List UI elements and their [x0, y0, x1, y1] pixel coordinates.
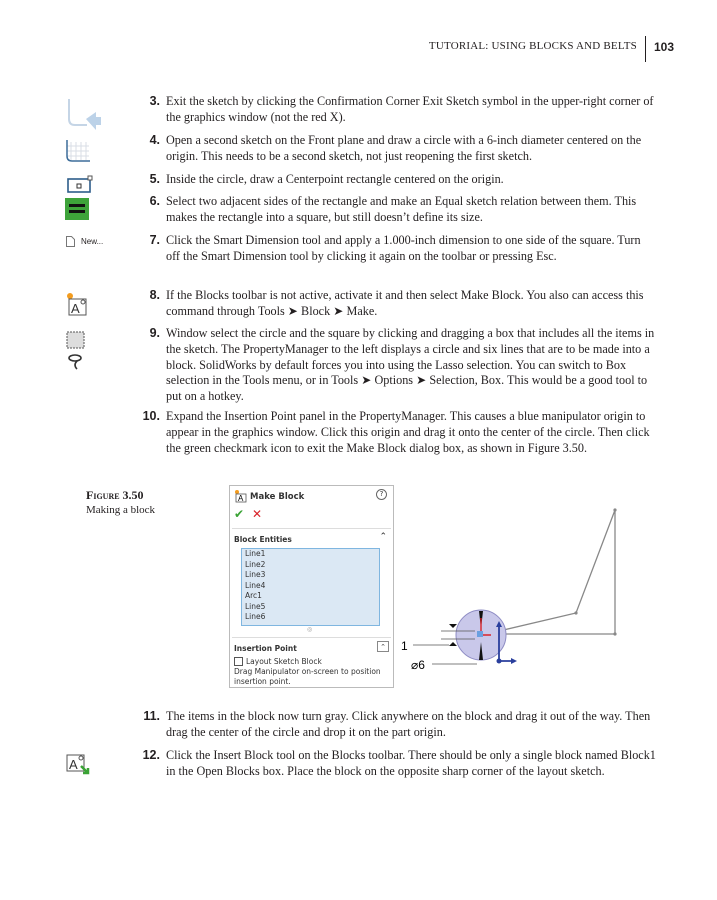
- panel-title: Make Block: [250, 492, 305, 502]
- step-text: Click the Insert Block tool on the Blocks toolbar. There should be only a single block named Block1 in the Open Blocks box. Place the block on the opposite sharp corner of the layout sketch.: [166, 748, 656, 778]
- list-item[interactable]: Line3: [245, 570, 266, 579]
- step-6: [149, 194, 656, 226]
- centerpoint-rectangle-icon: [66, 175, 94, 195]
- make-block-panel: [229, 485, 394, 688]
- step-9: [149, 326, 656, 405]
- step-text: Exit the sketch by clicking the Confirmation Corner Exit Sketch symbol in the upper-right corner of the graphics window (not the red X).: [166, 94, 654, 124]
- list-item[interactable]: Line1: [245, 549, 266, 558]
- layout-sketch-block-checkbox[interactable]: [234, 657, 243, 666]
- new-label: New...: [81, 237, 104, 246]
- divider: [232, 528, 391, 529]
- step-text: Open a second sketch on the Front plane and draw a circle with a 6-inch diameter centered on the origin. This needs to be a second sketch, not just reopening the first sketch.: [166, 133, 642, 163]
- step-8: [149, 288, 656, 320]
- svg-text:A: A: [69, 757, 78, 772]
- step-number: 5.: [149, 172, 160, 186]
- svg-text:A: A: [238, 494, 244, 503]
- step-text: Click the Smart Dimension tool and apply a 1.000-inch dimension to one side of the square. Turn off the Smart Dimension tool by clicking it again on the toolbar or pressing Esc.: [166, 233, 641, 263]
- collapse-chevron-icon[interactable]: ⌃: [379, 532, 387, 542]
- step-text: Window select the circle and the square by clicking and dragging a box that includes all the items in the sketch. The PropertyManager to the left displays a circle and six lines that are to be made into a block. SolidWorks by default forces you into using the Lasso selection. You can switch to Box selection in the Tools menu, or in Tools ➤ Options ➤ Selection, Box. This would be a good tool to put on a hotkey.: [166, 326, 655, 404]
- step-12: [142, 748, 656, 780]
- step-number: 6.: [149, 194, 160, 208]
- step-3: [149, 94, 656, 126]
- figure-label: Figure 3.50: [86, 488, 144, 502]
- step-number: 11.: [143, 709, 160, 723]
- header-divider: [645, 36, 646, 62]
- step-number: 3.: [149, 94, 160, 108]
- step-number: 10.: [142, 409, 160, 423]
- sketch-diagram: [395, 500, 635, 680]
- step-11: [143, 709, 656, 741]
- center-point: [477, 631, 483, 637]
- step-number: 7.: [149, 233, 160, 247]
- list-item[interactable]: Arc1: [245, 591, 262, 600]
- sketch-points: [574, 508, 616, 635]
- new-document-icon: [66, 236, 75, 247]
- step-text: The items in the block now turn gray. Click anywhere on the block and drag it out of the way. Then drag the center of the circle and drop it on the part origin.: [166, 709, 651, 739]
- insert-block-icon: [65, 752, 91, 776]
- list-item[interactable]: Line6: [245, 612, 266, 621]
- page-number: 103: [654, 40, 675, 54]
- sketch-grid-icon: [65, 138, 91, 162]
- make-block-icon: [234, 490, 247, 503]
- step-7: [149, 233, 656, 265]
- cancel-x-button[interactable]: ✕: [252, 507, 263, 521]
- step-10: [142, 409, 656, 456]
- insertion-point-header[interactable]: Insertion Point: [234, 644, 297, 653]
- step-number: 4.: [149, 133, 160, 147]
- help-button[interactable]: ?: [376, 489, 387, 500]
- figure-caption-text: Making a block: [86, 504, 156, 516]
- step-text: Expand the Insertion Point panel in the PropertyManager. This causes a blue manipulator origin to appear in the graphics window. Click this origin and drag it onto the center of the circle. Then click the green checkmark icon to exit the Make Block dialog box, as shown in Figure 3.50.: [166, 409, 650, 455]
- figure-caption: [86, 488, 155, 517]
- divider: [232, 637, 391, 638]
- step-text: Inside the circle, draw a Centerpoint rectangle centered on the origin.: [166, 172, 504, 186]
- exit-sketch-icon: [66, 97, 104, 133]
- step-number: 12.: [142, 748, 160, 762]
- make-block-icon: [65, 292, 89, 316]
- equal-relation-icon: [65, 198, 89, 220]
- step-number: 8.: [149, 288, 160, 302]
- list-item[interactable]: Line2: [245, 559, 266, 569]
- side-dimension[interactable]: 1: [401, 639, 408, 653]
- running-header: TUTORIAL: USING BLOCKS AND BELTS: [428, 40, 637, 52]
- block-entities-list[interactable]: [241, 548, 380, 626]
- expand-toggle-icon[interactable]: ⌃: [377, 641, 389, 652]
- hint-text: Drag Manipulator on-screen to position insertion point.: [234, 667, 381, 686]
- step-text: If the Blocks toolbar is not active, activate it and then select Make Block. You also can access this command through Tools ➤ Block ➤ Make.: [166, 288, 644, 318]
- block-entities-header[interactable]: Block Entities: [234, 535, 292, 544]
- list-item[interactable]: Line5: [245, 601, 266, 611]
- svg-text:A: A: [71, 301, 80, 316]
- step-number: 9.: [149, 326, 160, 340]
- step-text: Select two adjacent sides of the rectangle and make an Equal sketch relation between them. This makes the rectangle into a square, but still doesn’t define its size.: [166, 194, 637, 224]
- ok-checkmark-button[interactable]: ✔: [234, 507, 245, 521]
- step-5: [149, 172, 656, 188]
- manipulator-origin[interactable]: [497, 659, 502, 664]
- list-item[interactable]: Line4: [245, 580, 266, 590]
- step-4: [149, 133, 656, 165]
- new-button-icon: [66, 236, 103, 247]
- diameter-dimension[interactable]: ⌀6: [411, 658, 425, 672]
- checkbox-label: Layout Sketch Block: [246, 657, 322, 666]
- resize-handle[interactable]: ◎: [307, 626, 313, 633]
- lasso-select-icon: [65, 330, 87, 370]
